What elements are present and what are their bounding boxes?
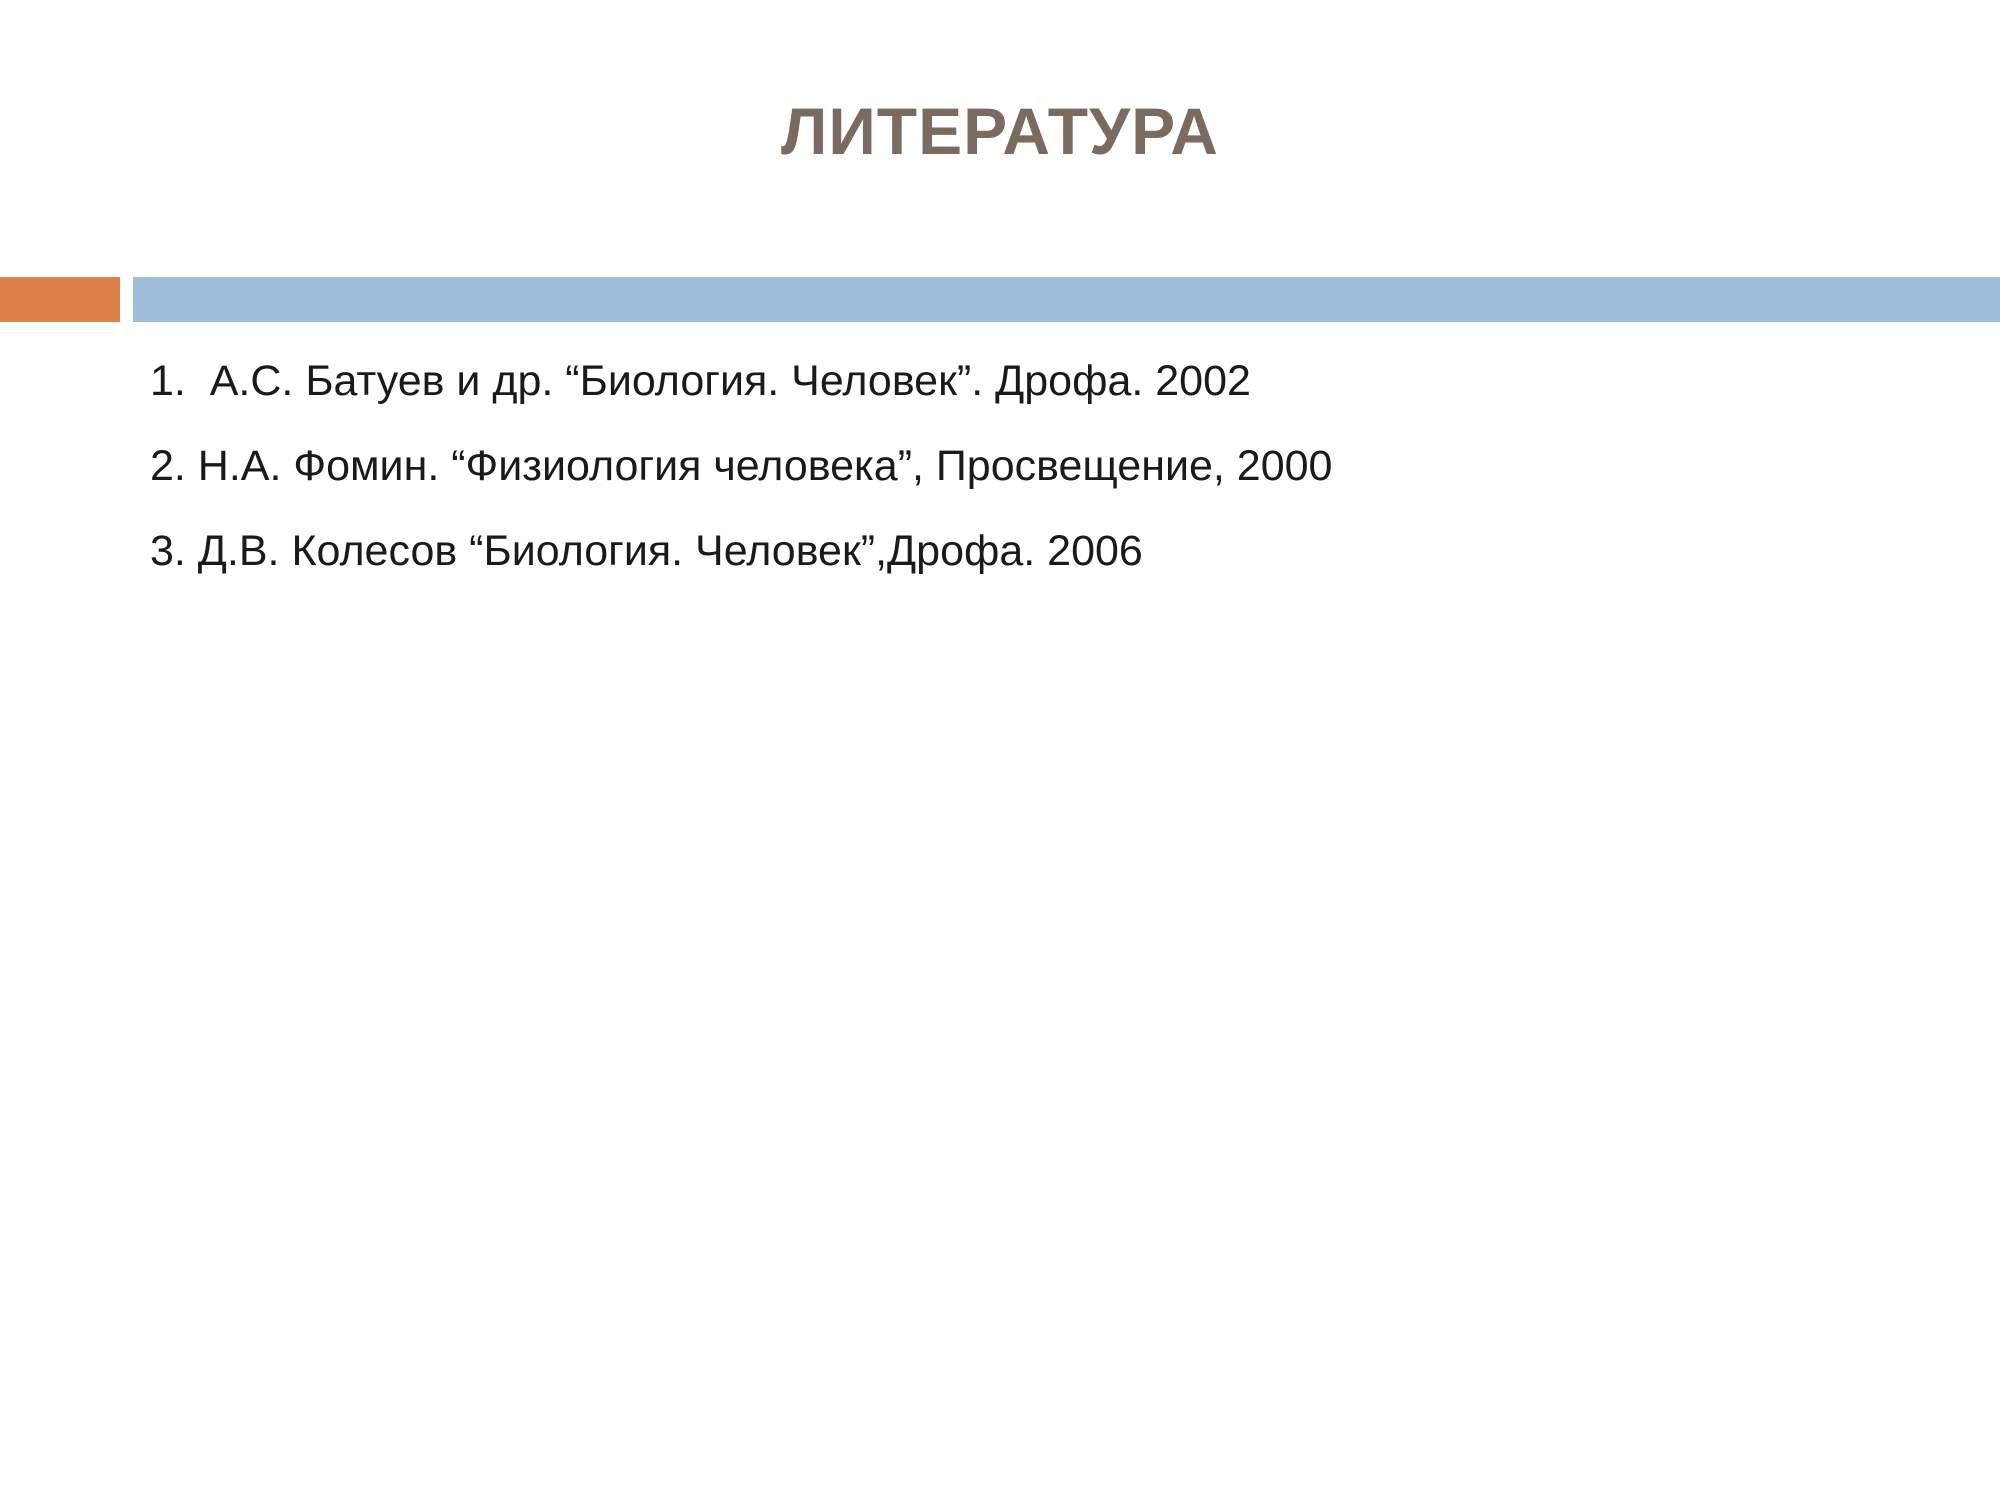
title-divider (0, 277, 2000, 322)
list-item: 2. Н.А. Фомин. “Физиология человека”, Просвещение, 2000 (150, 442, 1333, 490)
page-title: ЛИТЕРАТУРА (781, 94, 1219, 168)
list-item: 1. А.С. Батуев и др. “Биология. Человек”. Дрофа. 2002 (150, 357, 1251, 405)
divider-accent-block (0, 277, 120, 322)
reference-list (150, 357, 1900, 615)
list-item: 3. Д.В. Колесов “Биология. Человек”,Дрофа. 2006 (150, 527, 1143, 575)
divider-bar (133, 277, 2000, 322)
